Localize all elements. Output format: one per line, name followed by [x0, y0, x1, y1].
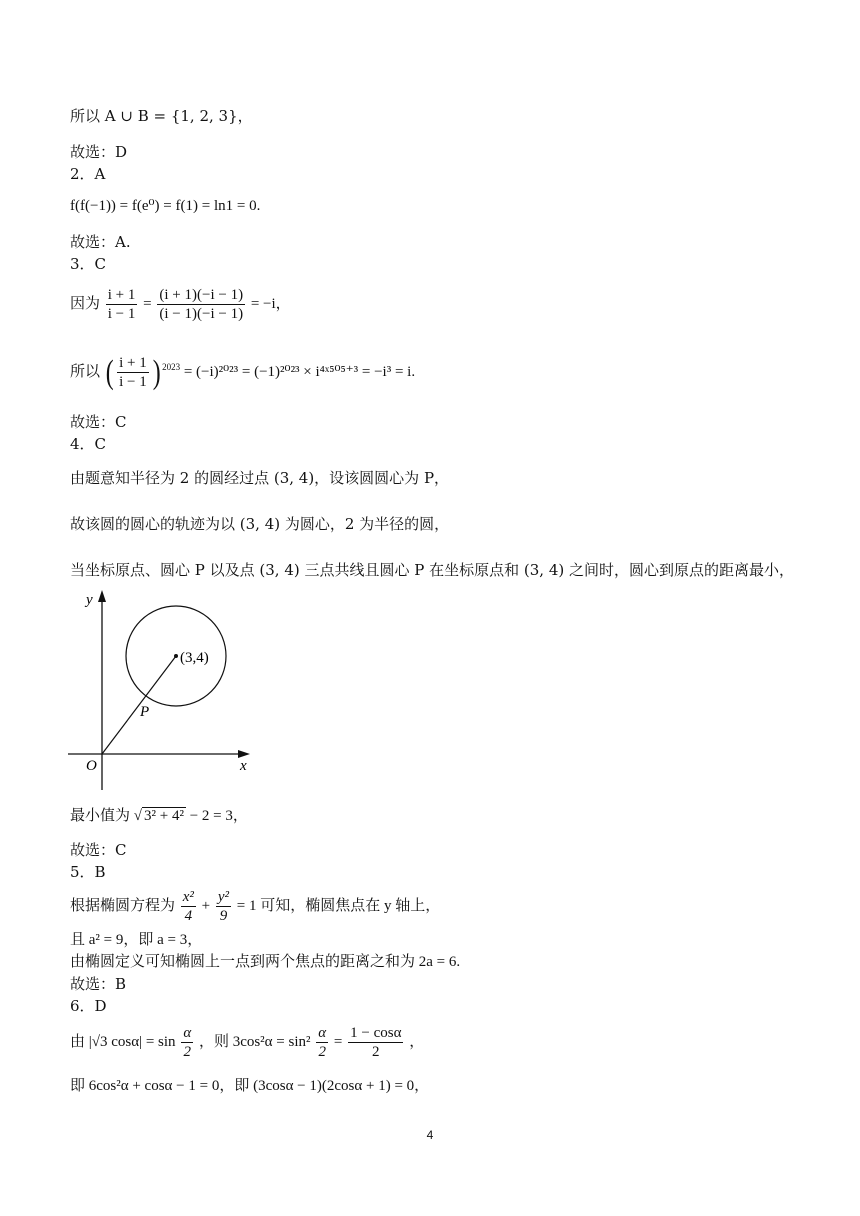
- x-axis-arrow-icon: [238, 750, 250, 758]
- fraction: $\frac{\alpha}{2}$: [183, 1025, 192, 1060]
- text-line: 故选：C: [70, 841, 127, 859]
- fraction: $\frac{i + 1}{i - 1}$: [107, 287, 136, 322]
- formula-line: 根据椭圆方程为 $\frac{\text{x²}}{4}$ + $\frac{\text{y²}}{9}$ = 1 可知，椭圆焦点在 y 轴上，: [70, 889, 441, 924]
- question-header: 3．C: [70, 255, 107, 273]
- coordinate-figure: [66, 586, 266, 796]
- center-point: [174, 654, 178, 658]
- question-header: 2．A: [70, 165, 106, 183]
- y-axis-label: y: [86, 592, 93, 608]
- text-line: 故选：B: [70, 975, 127, 993]
- formula-line: 即 6cos²α + cosα − 1 = 0，即 (3cosα − 1)(2cosα + 1) = 0，: [70, 1078, 430, 1094]
- x-axis-label: x: [240, 758, 247, 774]
- formula-line: 因为 $\frac{i + 1}{i - 1}$ = $\frac{(i + 1)(-i - 1)}{(i - 1)(-i - 1)}$ = −i，: [70, 287, 291, 322]
- y-axis-arrow-icon: [98, 590, 106, 602]
- text-line: 故选：A.: [70, 233, 131, 251]
- fraction: $\frac{i + 1}{i - 1}$: [119, 355, 147, 390]
- text-line: 故选：D: [70, 143, 128, 161]
- text-line: 由题意知半径为 2 的圆经过点 (3, 4)，设该圆圆心为 P，: [70, 469, 450, 487]
- formula-line: 所以 ( $\frac{i + 1}{i - 1}$ ) $^{2023}$ = (−i)²⁰²³ = (−1)²⁰²³ × i⁴ˣ⁵⁰⁵⁺³ = −i³ = i.: [70, 353, 416, 391]
- text-line: 当坐标原点、圆心 P 以及点 (3, 4) 三点共线且圆心 P 在坐标原点和 (3, 4) 之间时，圆心到原点的距离最小，: [70, 561, 794, 579]
- fraction: $\frac{\text{y²}}{9}$: [217, 889, 230, 924]
- text-line: 所以 A ∪ B = {1, 2, 3}，: [70, 107, 253, 125]
- text-line: 且 a² = 9，即 a = 3，: [70, 932, 203, 948]
- fraction: $\frac{(i + 1)(-i - 1)}{(i - 1)(-i - 1)}$: [159, 287, 244, 322]
- point-label: (3,4): [180, 650, 209, 666]
- question-header: 6．D: [70, 997, 107, 1015]
- formula-line: 由 |√3 cosα| = sin $\frac{\alpha}{2}$ ，则 3cos²α = sin² $\frac{\alpha}{2}$ = $\frac{1 - \cos\alpha}{2}$ ，: [70, 1025, 425, 1060]
- question-header: 5．B: [70, 863, 106, 881]
- fraction: $\frac{\text{x²}}{4}$: [182, 889, 194, 924]
- text-line: 故该圆的圆心的轨迹为以 (3, 4) 为圆心，2 为半径的圆，: [70, 515, 450, 533]
- fraction: $\frac{1 - \cos\alpha}{2}$: [350, 1025, 402, 1060]
- fraction: $\frac{\alpha}{2}$: [318, 1025, 327, 1060]
- page-number: 4: [426, 1128, 434, 1142]
- text-line: 由椭圆定义可知椭圆上一点到两个焦点的距离之和为 2a = 6.: [70, 954, 461, 970]
- formula-line: f(f(−1)) = f(e⁰) = f(1) = ln1 = 0.: [70, 198, 261, 214]
- p-label: P: [140, 704, 150, 720]
- question-header: 4．C: [70, 435, 107, 453]
- text-line: 故选：C: [70, 413, 127, 431]
- formula-line: 最小值为 √ 3² + 4² − 2 = 3，: [70, 808, 248, 824]
- origin-label: O: [86, 758, 97, 774]
